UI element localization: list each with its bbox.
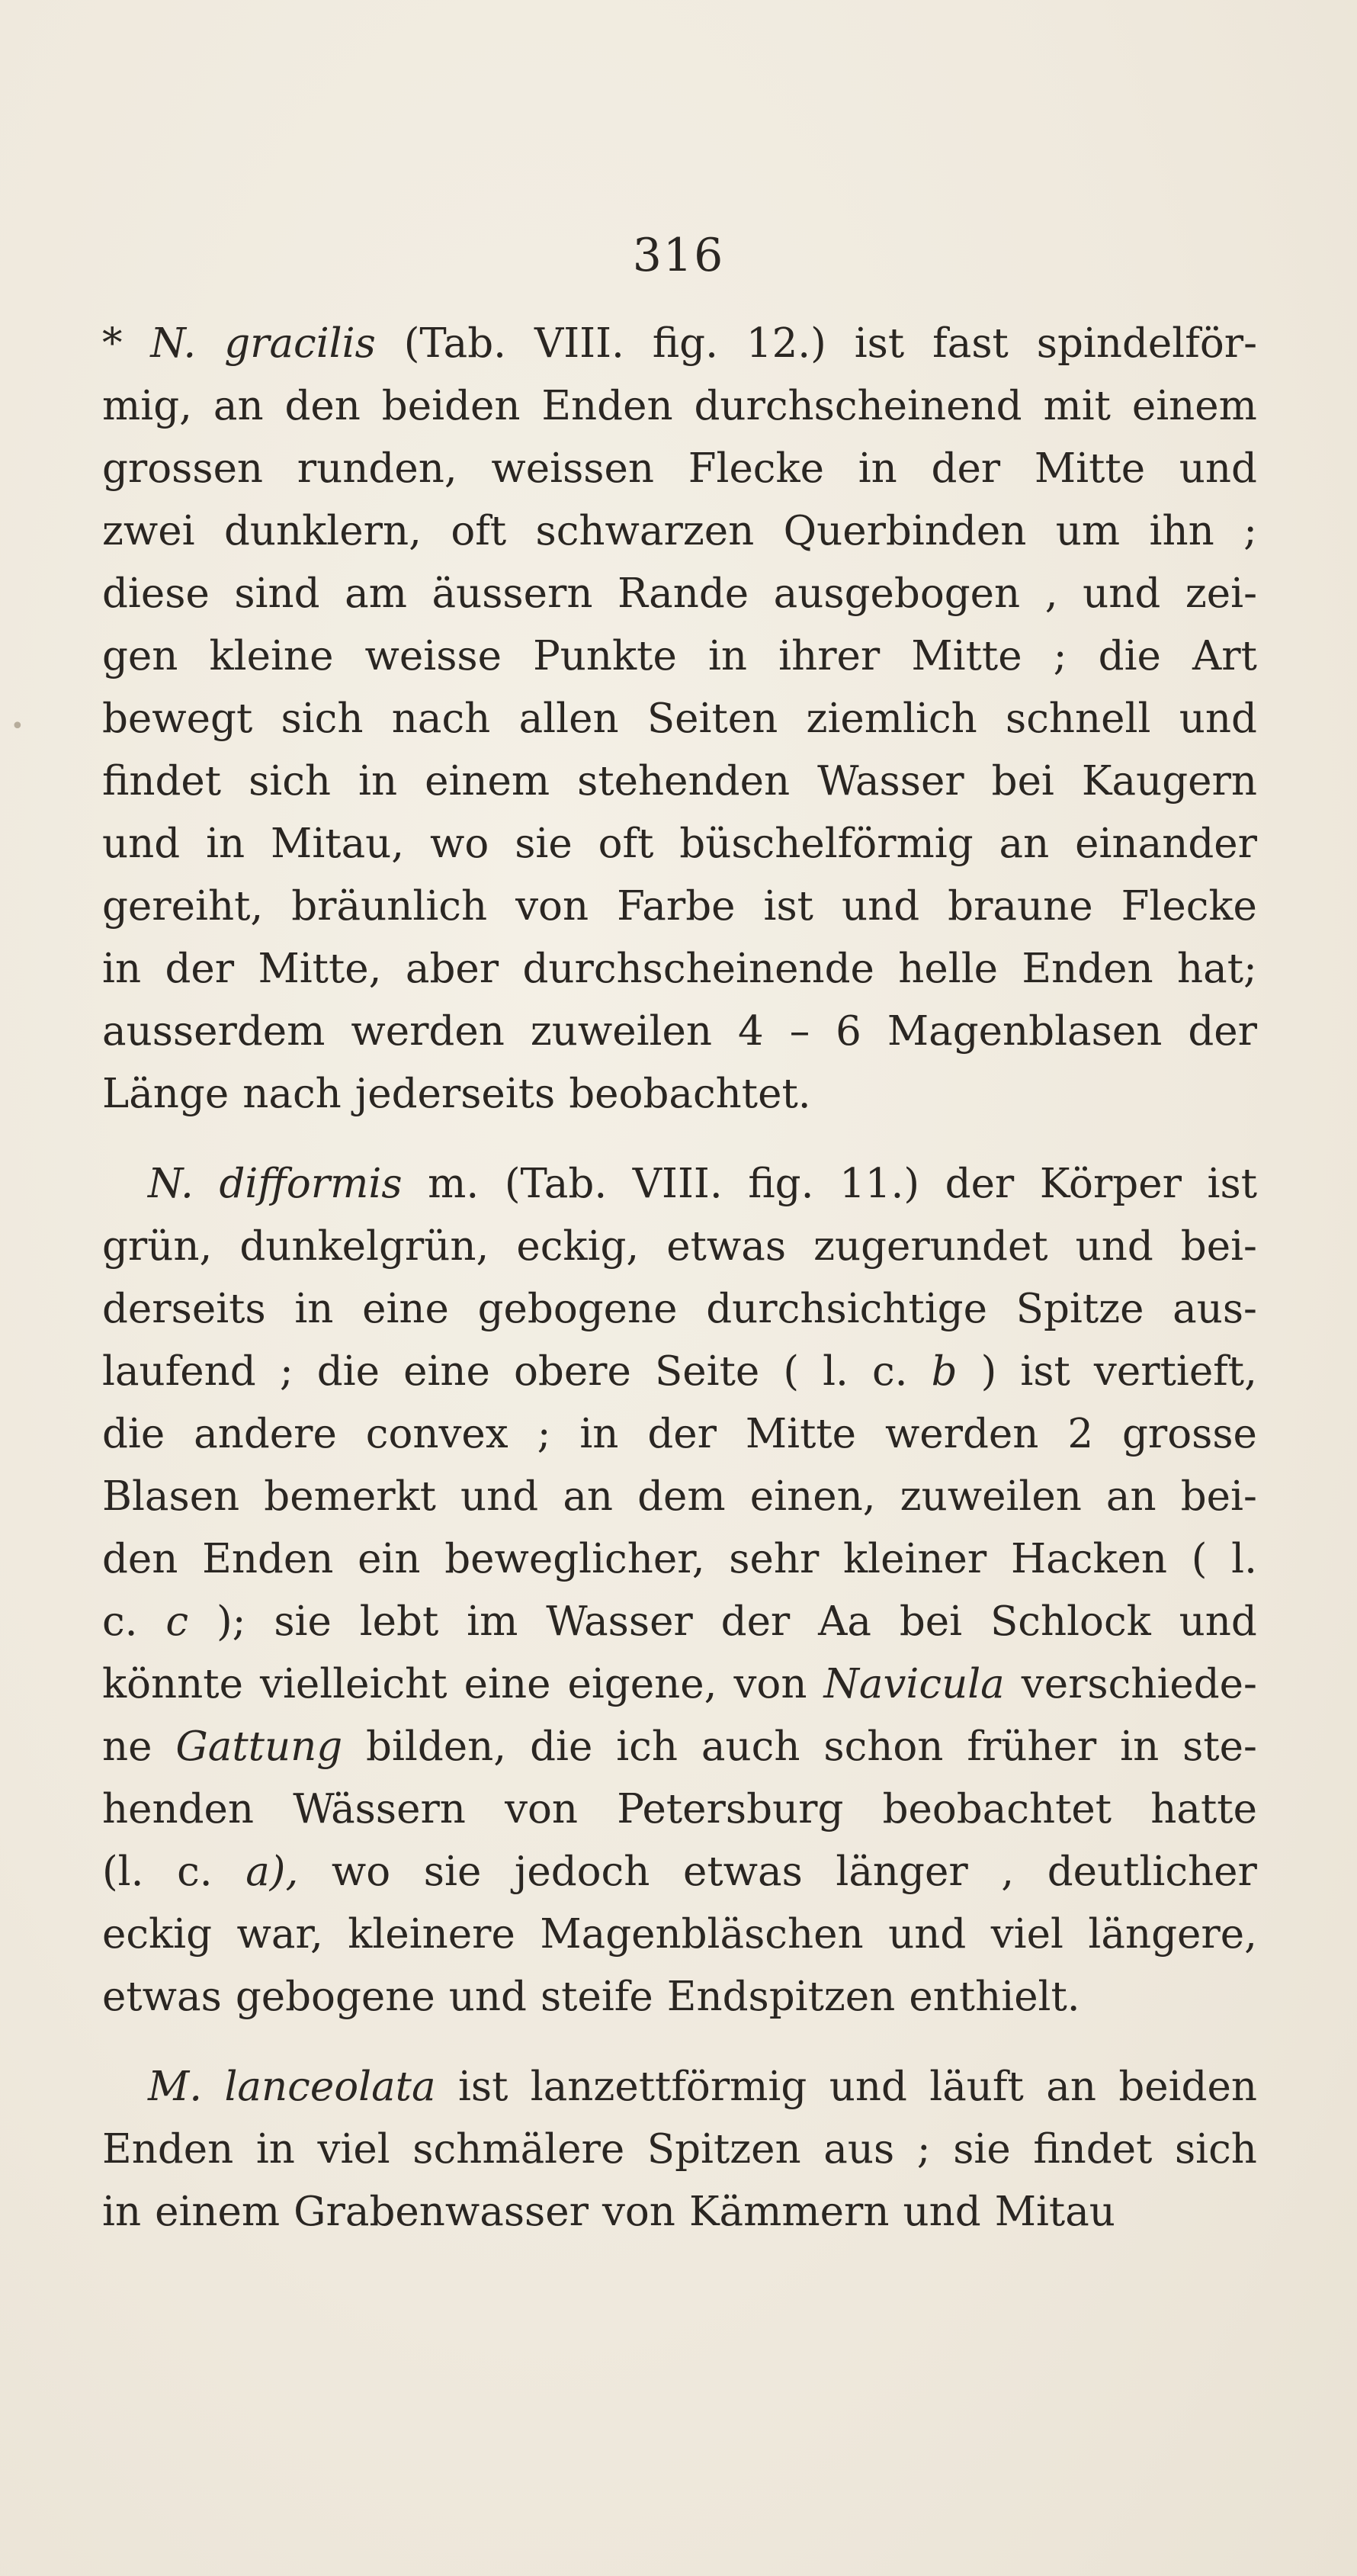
word: sind xyxy=(234,570,320,617)
word: ; xyxy=(537,1411,551,1457)
word: Hacken xyxy=(1010,1536,1168,1582)
word: eine xyxy=(464,1661,551,1707)
word: längere, xyxy=(1088,1911,1257,1958)
text-line xyxy=(102,375,1257,438)
word: und xyxy=(460,1473,539,1520)
word: Seite xyxy=(654,1348,760,1395)
word: um xyxy=(1055,508,1121,554)
word: ; xyxy=(1053,633,1067,679)
word: stehenden xyxy=(577,758,791,805)
word: N. xyxy=(150,320,197,367)
word: gen xyxy=(102,633,178,679)
word: und xyxy=(102,821,181,867)
word: Flecke xyxy=(688,445,824,492)
word: dunklern, xyxy=(223,508,422,554)
word: henden xyxy=(102,1786,255,1832)
word: Schlock xyxy=(990,1598,1151,1645)
word: VIII. xyxy=(534,320,624,367)
word: obere xyxy=(513,1348,631,1395)
word: beweglicher, xyxy=(444,1536,705,1582)
word: etwas xyxy=(682,1848,803,1895)
word: und xyxy=(888,1911,967,1958)
word: die xyxy=(1098,633,1161,679)
word: in xyxy=(858,445,897,492)
word: Enden xyxy=(102,2126,234,2173)
word: fast xyxy=(932,320,1009,367)
word: an xyxy=(1046,2064,1096,2110)
word: Grabenwasser xyxy=(294,2189,589,2235)
word: von xyxy=(515,883,589,930)
text-line xyxy=(102,813,1257,875)
word: (l. xyxy=(102,1848,144,1895)
word: 4 xyxy=(738,1008,764,1055)
word: runden, xyxy=(297,445,457,492)
word: sich xyxy=(1174,2126,1257,2173)
word: ist xyxy=(854,320,905,367)
word: andere xyxy=(194,1411,337,1457)
word: Mitte xyxy=(911,633,1022,679)
word: einen, xyxy=(749,1473,876,1520)
word: diese xyxy=(102,570,210,617)
word: eine xyxy=(403,1348,490,1395)
text-line xyxy=(102,1591,1257,1653)
word: ); xyxy=(216,1598,246,1645)
word: Blasen xyxy=(102,1473,240,1520)
word: beobachtet. xyxy=(569,1071,811,1117)
word: ziemlich xyxy=(806,695,977,742)
word: werden xyxy=(351,1008,505,1055)
word: der xyxy=(165,946,235,992)
word: a), xyxy=(245,1848,299,1895)
word: mig, xyxy=(102,383,192,429)
word: bei xyxy=(991,758,1054,805)
text-line xyxy=(102,313,1257,375)
word: ist xyxy=(763,883,813,930)
word: sie xyxy=(423,1848,482,1895)
text-line xyxy=(102,438,1257,500)
word: sehr xyxy=(729,1536,820,1582)
word: findet xyxy=(1033,2126,1153,2173)
word: ihrer xyxy=(778,633,881,679)
word: bewegt xyxy=(102,695,253,742)
text-line xyxy=(102,500,1257,563)
word: länger xyxy=(836,1848,968,1895)
word: Flecke xyxy=(1121,883,1257,930)
word: Magenbläschen xyxy=(540,1911,864,1958)
word: Endspitzen xyxy=(666,1974,896,2020)
word: deutlicher xyxy=(1047,1848,1257,1895)
word: hat; xyxy=(1177,946,1257,992)
word: Seiten xyxy=(646,695,778,742)
word: zuweilen xyxy=(900,1473,1082,1520)
paragraph-gracilis xyxy=(102,313,1257,1126)
text-block xyxy=(102,313,1257,2271)
word: b xyxy=(931,1348,958,1395)
text-line xyxy=(102,688,1257,750)
word: lanzettförmig xyxy=(530,2064,807,2110)
word: ) xyxy=(980,1348,997,1395)
word: M. xyxy=(148,2064,203,2110)
word: durchscheinend xyxy=(694,383,1022,429)
word: zwei xyxy=(102,508,195,554)
word: beiden xyxy=(1118,2064,1257,2110)
word: eine xyxy=(362,1286,449,1332)
word: m. xyxy=(428,1161,480,1207)
word: die xyxy=(530,1723,593,1770)
text-line xyxy=(102,750,1257,813)
word: viel xyxy=(317,2126,390,2173)
text-line xyxy=(102,1153,1257,1216)
text-line xyxy=(102,2118,1257,2181)
word: Kaugern xyxy=(1081,758,1257,805)
word: in xyxy=(294,1286,334,1332)
word: dem xyxy=(637,1473,726,1520)
text-line xyxy=(102,2056,1257,2118)
text-line xyxy=(102,2181,1257,2244)
word: Wasser xyxy=(817,758,964,805)
word: beiden xyxy=(381,383,521,429)
word: der xyxy=(720,1598,791,1645)
word: nach xyxy=(391,695,491,742)
word: – xyxy=(789,1008,810,1055)
word: Mitte xyxy=(745,1411,857,1457)
text-line xyxy=(102,1063,1257,1126)
text-line xyxy=(102,1466,1257,1528)
word: Farbe xyxy=(617,883,736,930)
text-line xyxy=(102,1966,1257,2028)
word: am xyxy=(345,570,407,617)
word: einander xyxy=(1075,821,1257,867)
word: weissen xyxy=(491,445,654,492)
word: Magenblasen xyxy=(887,1008,1163,1055)
word: Wasser xyxy=(546,1598,693,1645)
text-line xyxy=(102,1903,1257,1966)
word: ( xyxy=(1191,1536,1208,1582)
word: in xyxy=(358,758,398,805)
word: lebt xyxy=(359,1598,439,1645)
word: sich xyxy=(281,695,364,742)
word: aus xyxy=(823,2126,895,2173)
word: in xyxy=(579,1411,619,1457)
word: Rande xyxy=(617,570,749,617)
word: grosse xyxy=(1121,1411,1257,1457)
word: schwarzen xyxy=(535,508,755,554)
word: und xyxy=(903,2189,981,2235)
word: und xyxy=(841,883,920,930)
word: ist xyxy=(457,2064,508,2110)
word: Enden xyxy=(1022,946,1153,992)
word: bei- xyxy=(1180,1223,1257,1270)
word: sie xyxy=(274,1598,332,1645)
word: Spitze xyxy=(1015,1286,1144,1332)
word: ( xyxy=(783,1348,800,1395)
word: Aa xyxy=(818,1598,872,1645)
word: kleiner xyxy=(843,1536,987,1582)
word: 12.) xyxy=(746,320,826,367)
word: Mitte, xyxy=(258,946,382,992)
word: c. xyxy=(177,1848,213,1895)
paragraph-difformis xyxy=(102,1153,1257,2028)
word: Punkte xyxy=(533,633,677,679)
word: sie xyxy=(953,2126,1011,2173)
word: oft xyxy=(598,821,654,867)
word: aber xyxy=(405,946,499,992)
word: vielleicht xyxy=(260,1661,448,1707)
word: VIII. xyxy=(632,1161,723,1207)
word: eigene, xyxy=(567,1661,717,1707)
word: und xyxy=(1179,1598,1257,1645)
word: Art xyxy=(1192,633,1257,679)
word: ; xyxy=(916,2126,931,2173)
word: durchscheinende xyxy=(522,946,874,992)
word: einem xyxy=(1131,383,1257,429)
word: ; xyxy=(1243,508,1257,554)
word: im xyxy=(467,1598,518,1645)
word: ein xyxy=(358,1536,421,1582)
word: und xyxy=(1179,695,1257,742)
word: nach xyxy=(242,1071,342,1117)
text-line xyxy=(102,1216,1257,1278)
word: laufend xyxy=(102,1348,256,1395)
word: kleine xyxy=(209,633,334,679)
word: etwas xyxy=(666,1223,787,1270)
word: ihn xyxy=(1149,508,1214,554)
text-line xyxy=(102,1653,1257,1716)
word: war, xyxy=(236,1911,323,1958)
word: einem xyxy=(425,758,550,805)
word: durchsichtige xyxy=(706,1286,987,1332)
word: und xyxy=(1179,445,1257,492)
word: grün, xyxy=(102,1223,213,1270)
word: , xyxy=(1044,570,1058,617)
word: 6 xyxy=(836,1008,861,1055)
word: könnte xyxy=(102,1661,243,1707)
word: von xyxy=(602,2189,675,2235)
word: gracilis xyxy=(224,320,376,367)
word: Petersburg xyxy=(617,1786,844,1832)
word: den xyxy=(284,383,361,429)
word: in xyxy=(102,2189,142,2235)
word: bei- xyxy=(1180,1473,1257,1520)
word: N. xyxy=(148,1161,194,1207)
word: lanceolata xyxy=(224,2064,436,2110)
word: c. xyxy=(102,1598,138,1645)
word: ist xyxy=(1207,1161,1257,1207)
word: an xyxy=(563,1473,614,1520)
word: c. xyxy=(872,1348,908,1395)
word: aus- xyxy=(1173,1286,1257,1332)
word: enthielt. xyxy=(909,1974,1080,2020)
margin-dot: • xyxy=(11,713,24,740)
word: schmälere xyxy=(412,2126,625,2173)
word: von xyxy=(733,1661,807,1707)
word: Enden xyxy=(202,1536,334,1582)
word: wo xyxy=(331,1848,391,1895)
word: läuft xyxy=(929,2064,1024,2110)
word: werden xyxy=(884,1411,1039,1457)
word: gebogene xyxy=(477,1286,678,1332)
word: der xyxy=(1188,1008,1257,1055)
paragraph-lanceolata xyxy=(102,2056,1257,2244)
word: bei xyxy=(899,1598,963,1645)
word: und xyxy=(1075,1223,1153,1270)
word: vertieft, xyxy=(1093,1348,1257,1395)
word: allen xyxy=(518,695,619,742)
word: braune xyxy=(948,883,1093,930)
word: Körper xyxy=(1039,1161,1182,1207)
text-line xyxy=(102,1528,1257,1591)
word: der xyxy=(931,445,1001,492)
word: und xyxy=(448,1974,527,2020)
word: in xyxy=(1120,1723,1160,1770)
word: in xyxy=(707,633,748,679)
word: eckig xyxy=(102,1911,213,1958)
word: sie xyxy=(515,821,573,867)
word: den xyxy=(102,1536,178,1582)
word: etwas xyxy=(102,1974,222,2020)
word: derseits xyxy=(102,1286,266,1332)
word: Querbinden xyxy=(783,508,1027,554)
word: Mitau, xyxy=(271,821,405,867)
word: Kämmern xyxy=(688,2189,890,2235)
text-line xyxy=(102,625,1257,688)
word: difformis xyxy=(219,1161,403,1207)
text-line xyxy=(102,563,1257,625)
word: büschelförmig xyxy=(679,821,974,867)
word: spindelför- xyxy=(1036,320,1257,367)
word: zugerundet xyxy=(813,1223,1048,1270)
word: ist xyxy=(1020,1348,1070,1395)
word: äussern xyxy=(431,570,593,617)
word: grossen xyxy=(102,445,264,492)
word: in xyxy=(255,2126,295,2173)
word: oft xyxy=(451,508,507,554)
word: dunkelgrün, xyxy=(239,1223,489,1270)
word: 11.) xyxy=(839,1161,920,1207)
word: ne xyxy=(102,1723,152,1770)
word: an xyxy=(213,383,264,429)
text-line xyxy=(102,1841,1257,1903)
word: früher xyxy=(967,1723,1097,1770)
text-line xyxy=(102,938,1257,1001)
word: in xyxy=(102,946,142,992)
word: und xyxy=(829,2064,907,2110)
text-line xyxy=(102,1403,1257,1466)
word: helle xyxy=(898,946,999,992)
word: jedoch xyxy=(514,1848,650,1895)
word: schnell xyxy=(1006,695,1151,742)
word: bräunlich xyxy=(291,883,488,930)
word: verschiede- xyxy=(1021,1661,1257,1707)
text-line xyxy=(102,1778,1257,1841)
word: Enden xyxy=(541,383,673,429)
word: eckig, xyxy=(516,1223,640,1270)
word: jederseits xyxy=(354,1071,556,1117)
word: gereiht, xyxy=(102,883,264,930)
text-line xyxy=(102,1716,1257,1778)
word: (Tab. xyxy=(403,320,507,367)
word: hatte xyxy=(1150,1786,1257,1832)
word: und xyxy=(1083,570,1161,617)
word: (Tab. xyxy=(504,1161,608,1207)
word: Spitzen xyxy=(646,2126,801,2173)
word: , xyxy=(1001,1848,1015,1895)
word: l. xyxy=(823,1348,849,1395)
word: convex xyxy=(365,1411,508,1457)
word: ich xyxy=(616,1723,678,1770)
word: gebogene xyxy=(235,1974,435,2020)
word: an xyxy=(999,821,1050,867)
word: die xyxy=(316,1348,380,1395)
word: die xyxy=(102,1411,165,1457)
word: Mitte xyxy=(1034,445,1146,492)
word: in xyxy=(206,821,245,867)
word: 2 xyxy=(1067,1411,1094,1457)
word: fig. xyxy=(748,1161,814,1207)
word: Navicula xyxy=(823,1661,1005,1707)
page-number: 316 xyxy=(632,229,725,282)
word: beobachtet xyxy=(882,1786,1112,1832)
word: einem xyxy=(155,2189,281,2235)
word: mit xyxy=(1043,383,1111,429)
word: zei- xyxy=(1185,570,1257,617)
word: schon xyxy=(823,1723,944,1770)
word: ausserdem xyxy=(102,1008,326,1055)
word: viel xyxy=(990,1911,1063,1958)
text-line xyxy=(102,1341,1257,1403)
word: auch xyxy=(701,1723,800,1770)
word: sich xyxy=(249,758,332,805)
text-line xyxy=(102,1001,1257,1063)
word: ausgebogen xyxy=(773,570,1021,617)
word: ; xyxy=(279,1348,294,1395)
word: ste- xyxy=(1182,1723,1257,1770)
word: weisse xyxy=(364,633,502,679)
word: Länge xyxy=(102,1071,229,1117)
word: an xyxy=(1105,1473,1156,1520)
word: bilden, xyxy=(366,1723,507,1770)
word: der xyxy=(945,1161,1015,1207)
word: Mitau xyxy=(994,2189,1115,2235)
word: * xyxy=(102,320,123,367)
text-line xyxy=(102,1278,1257,1341)
word: kleinere xyxy=(348,1911,515,1958)
text-line xyxy=(102,875,1257,938)
word: Wässern xyxy=(293,1786,466,1832)
word: l. xyxy=(1231,1536,1257,1582)
word: zuweilen xyxy=(530,1008,713,1055)
word: fig. xyxy=(652,320,718,367)
word: der xyxy=(647,1411,717,1457)
word: bemerkt xyxy=(264,1473,436,1520)
word: steife xyxy=(540,1974,653,2020)
word: Gattung xyxy=(175,1723,343,1770)
word: von xyxy=(505,1786,579,1832)
word: c xyxy=(165,1598,189,1645)
word: findet xyxy=(102,758,222,805)
word: wo xyxy=(430,821,489,867)
